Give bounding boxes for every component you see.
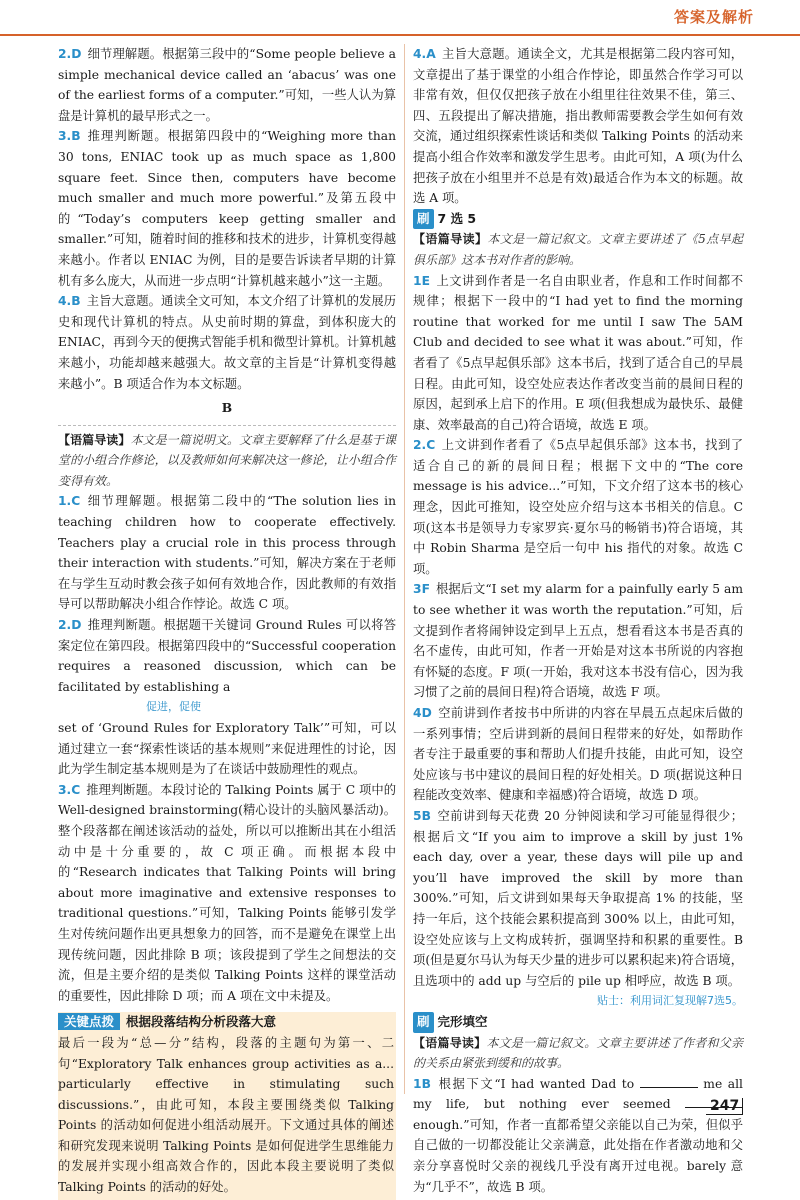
- guide-text: 本文是一篇说明文。文章主要解释了什么是基于课堂的小组合作修论，以及教师如何来解决这一修论，让小组合作变得有效。: [58, 432, 396, 488]
- explanation-text: 上文讲到作者看了《5点早起俱乐部》这本书，找到了适合自己的新的晨间日程；根据下文中的“The core message is his advice...”可知，下文介绍了这本书的核心理念，因此可推知，设空处应介绍与这本书相关的信息。C 项(这本书是领导力专家罗宾·夏尔马的畅销书)符合语境，其中 Robin Sharma 是空后一句中 his 指代的对象。故选 C 项。: [413, 438, 743, 576]
- passage-guide: [58, 430, 396, 492]
- page-header: [0, 0, 800, 44]
- answer-item: [413, 271, 743, 436]
- guide-label: 【语篇导读】: [58, 432, 131, 447]
- answer-item: [413, 806, 743, 991]
- question-number: 1: [413, 1076, 422, 1091]
- section-heading: B: [221, 400, 233, 416]
- section-badge: 刷: [413, 209, 434, 230]
- explanation-text: me all my life, but nothing ever seemed: [413, 1076, 743, 1112]
- answer-letter: F: [421, 582, 430, 597]
- passage-guide: [413, 229, 743, 270]
- vocab-note: 促进，促使: [146, 700, 201, 714]
- explanation-text: 空前讲到作者按书中所讲的内容在早晨五点起床后做的一系列事情；空后讲到新的晨间日程带来的好处，如帮助作者专注于最重要的事和帮助人们提升技能，由此可知，设空处应该与书中建议的晨间日程的好处相关。D 项(据说这种日程能改变效率、健康和幸福感)符合语境，故选 D 项。: [413, 706, 743, 803]
- guide-text: 本文是一篇记叙文。文章主要讲述了《5点早起俱乐部》这本书对作者的影响。: [413, 232, 743, 267]
- key-tip-badge: 关键点拨: [58, 1013, 120, 1030]
- question-number: 4: [413, 706, 422, 720]
- explanation-text: 主旨大意题。通读全文可知，本文介绍了计算机的发展历史和现代计算机的特点。从史前时期的算盘，到体积庞大的 ENIAC，再到今天的便携式智能手机和微型计算机。计算机越来越小，功能却越来越强大。故文章的主旨是“计算机变得越来越小”。B 项适合作为本文标题。: [58, 294, 397, 391]
- explanation-continued: [58, 718, 396, 780]
- section-heading-cloze: [413, 1012, 488, 1033]
- header-title: 答案及解析: [673, 8, 754, 26]
- answer-letter: E: [421, 273, 430, 288]
- question-number: 2.: [58, 618, 72, 633]
- question-number: 4.: [58, 294, 72, 309]
- explanation-text: 根据后文“I set my alarm for a painfully early 5 am to see whether it was worth the reputation.”可知，后文提到作者将闹钟设定到早上五点，想看看这本书是否真的名不虚传，由此可知，作者一开始是对这本书所说的内容抱有怀疑的态度。F 项(一开始，我对这本书没有信心，因为我习惯了之前的晨间日程)符合语境，故选 F 项。: [413, 582, 743, 700]
- explanation-text: set of ‘Ground Rules for Exploratory Talk’”可知，可以通过建立一套“探索性谈话的基本规则”来促进理性的讨论，因此为学生制定基本规则是为了在谈话中鼓励理性的观点。: [58, 721, 396, 777]
- question-number: 5: [413, 808, 422, 823]
- column-divider: [404, 44, 405, 1094]
- answer-item: [58, 615, 396, 697]
- answer-letter: B: [71, 129, 81, 144]
- explanation-text: enough.”可知，作者一直都希望父亲能以自己为荣，但似乎自己做的一切都没能让父亲满意，此处指在作者激动地和父亲分享喜悦时父亲的视线几乎没有离开过电视。barely 意为“几乎不”，故选 B 项。: [413, 1117, 743, 1194]
- explanation-text: 推理判断题。本段讨论的 Talking Points 属于 C 项中的 Well-designed brainstorming(精心设计的头脑风暴活动)。整个段落都在阐述该活动的益处，所以可以推断出其在小组活动中是十分重要的，故 C 项正确。而根据本段中的“Research indicates that Talking Points will bring about more imaginative and extensive responses to traditional questions.”可知，Talking Points 能够引发学生对传统问题作出更具想象力的回答，而不是避免在课堂上出现传统问题，因此排除 B 项；该段提到了学生之间想法的交流，但是主要介绍的是类似 Talking Points 这样的课堂活动的重要性，因此排除 D 项；而 A 项在文中未提及。: [58, 782, 396, 1003]
- left-column: [58, 44, 396, 1200]
- section-title: 7 选 5: [437, 210, 477, 226]
- key-tip-title: 根据段落结构分析段落大意: [126, 1014, 277, 1030]
- answer-letter: B: [421, 1076, 431, 1091]
- question-number: 2.: [58, 47, 72, 61]
- explanation-text: 推理判断题。根据题干关键词 Ground Rules 可以将答案定位在第四段。根据第四段中的“Successful cooperation requires a reasoned discussion, which can be facilitated by establishing a: [58, 618, 396, 694]
- answer-item: [58, 44, 396, 126]
- explanation-text: 上文讲到作者是一名自由职业者，作息和工作时间都不规律；根据下一段中的“I had yet to find the morning routine that worked for me until I saw The 5AM Club and decided to see what it was about.”可知，作者看了《5点早起俱乐部》这本书后，找到了适合自己的早晨日程。由此可知，设空处应表达作者改变当前的晨间日程的原因，起到承上启下的作用。E 项(但我想成为最快乐、最健康、效率最高的自己)符合语境，故选 E 项。: [413, 273, 743, 432]
- answer-letter: C: [71, 782, 81, 797]
- explanation-text: 主旨大意题。通读全文，尤其是根据第二段内容可知，文章提出了基于课堂的小组合作悖论，即虽然合作学习可以非常有效，但仅仅把孩子放在小组里往往效果不佳，第三、四、五段提出了解决措施，指出教师需要教会学生如何有效交流，通过组织探索性谈话和类似 Talking Points 的活动来提高小组合作效率和激发学生思考。由此可知，A 项(为什么把孩子放在小组里并不总是有效)最适合作为本文的标题。故选 A 项。: [413, 47, 743, 206]
- answer-letter: D: [71, 618, 82, 633]
- answer-item: [58, 491, 396, 615]
- blank-line: [640, 1075, 698, 1088]
- passage-guide: [413, 1033, 743, 1074]
- section-heading-7of5: [413, 209, 476, 230]
- section-title: 完形填空: [437, 1013, 488, 1029]
- answer-item: [413, 1074, 743, 1198]
- answer-letter: C: [71, 494, 81, 509]
- question-number: 1: [413, 273, 422, 288]
- section-badge: 刷: [413, 1012, 434, 1033]
- explanation-text: 空前讲到每天花费 20 分钟阅读和学习可能显得很少；根据后文“If you aim to improve a skill by just 1% each day, over a year, these days will pile up and you’ll have improved the skill by more than 300%.”可知，后文讲到如果每天争取提高 1% 的技能，坚持一年后，这个技能会累积提高到 300% 以上，由此可知，设空处应该与上文构成转折，强调坚持和积累的重要性。B 项(但是夏尔马认为每天少量的进步可以累积起来)符合语境，且选项中的 add up 与空后的 pile up 相呼应，故选 B 项。: [413, 808, 743, 988]
- answer-item: [58, 291, 396, 394]
- explanation-text: 细节理解题。根据第二段中的“The solution lies in teaching children how to cooperate effectively. Teachers play a crucial role in this process through their interaction with students.”可知，解决方案在于老师在与学生互动时教会孩子如何有效地合作，因此教师的有效指导可以帮助解决小组合作悖论。故选 C 项。: [58, 494, 396, 612]
- answer-item: [413, 579, 743, 703]
- page-number: 247: [706, 1098, 743, 1115]
- answer-letter: D: [71, 47, 82, 61]
- question-number: 2.: [413, 438, 427, 453]
- question-number: 3: [413, 582, 422, 597]
- tip-note: 贴士：利用词汇复现解7选5。: [597, 994, 743, 1008]
- key-tip-body: 最后一段为“总—分”结构，段落的主题句为第一、二句“Exploratory Talk enhances group activities as a... particularly effective in stimulating such discussions.”，由此可知，本段主要围绕类似 Talking Points 的活动如何促进小组活动展开。下文通过具体的阐述和研究发现来说明 Talking Points 是如何促进学生思维能力的发展并实现小组高效合作的，因此本段主要说明了类似 Talking Points 的活动的好处。: [58, 1035, 394, 1195]
- answer-letter: B: [71, 294, 81, 309]
- explanation-text: 根据下文“I had wanted Dad to: [436, 1076, 635, 1091]
- guide-label: 【语篇导读】: [413, 1035, 487, 1050]
- guide-text: 本文是一篇记叙文。文章主要讲述了作者和父亲的关系由紧张到缓和的故事。: [413, 1035, 743, 1071]
- answer-item: [58, 126, 396, 291]
- question-number: 4.: [413, 47, 427, 61]
- guide-label: 【语篇导读】: [413, 232, 488, 247]
- key-tip-box: [58, 1012, 396, 1199]
- answer-item: [413, 435, 743, 579]
- answer-letter: A: [426, 47, 436, 61]
- explanation-text: 细节理解题。根据第三段中的“Some people believe a simple mechanical device called an ‘abacus’ was one of the earliest forms of a computer.”可知，一些人认为算盘是计算机的最早形式之一。: [58, 47, 396, 123]
- key-tip-heading: [58, 1012, 396, 1033]
- explanation-text: 推理判断题。根据第四段中的“Weighing more than 30 tons, ENIAC took up as much space as 1,800 square feet. Since then, computers have become much smaller and much more powerful.”及第五段中的“Today’s computers keep getting smaller and smaller.”可知，随着时间的推移和技术的进步，计算机变得越来越小。作者以 ENIAC 为例，目的是要告诉读者早期的计算机有多么庞大，从而进一步点明“计算机越来越小”这一主题。: [58, 129, 396, 288]
- answer-item: [58, 780, 396, 1007]
- answer-letter: D: [421, 706, 432, 720]
- answer-item: [413, 44, 743, 209]
- answer-letter: C: [426, 438, 436, 453]
- question-number: 1.: [58, 494, 72, 509]
- answer-letter: B: [421, 808, 431, 823]
- right-column: [413, 44, 743, 1197]
- question-number: 3.: [58, 782, 72, 797]
- dashed-divider: [58, 425, 396, 426]
- answer-item: [413, 703, 743, 806]
- header-rule: [0, 34, 800, 36]
- question-number: 3.: [58, 129, 72, 144]
